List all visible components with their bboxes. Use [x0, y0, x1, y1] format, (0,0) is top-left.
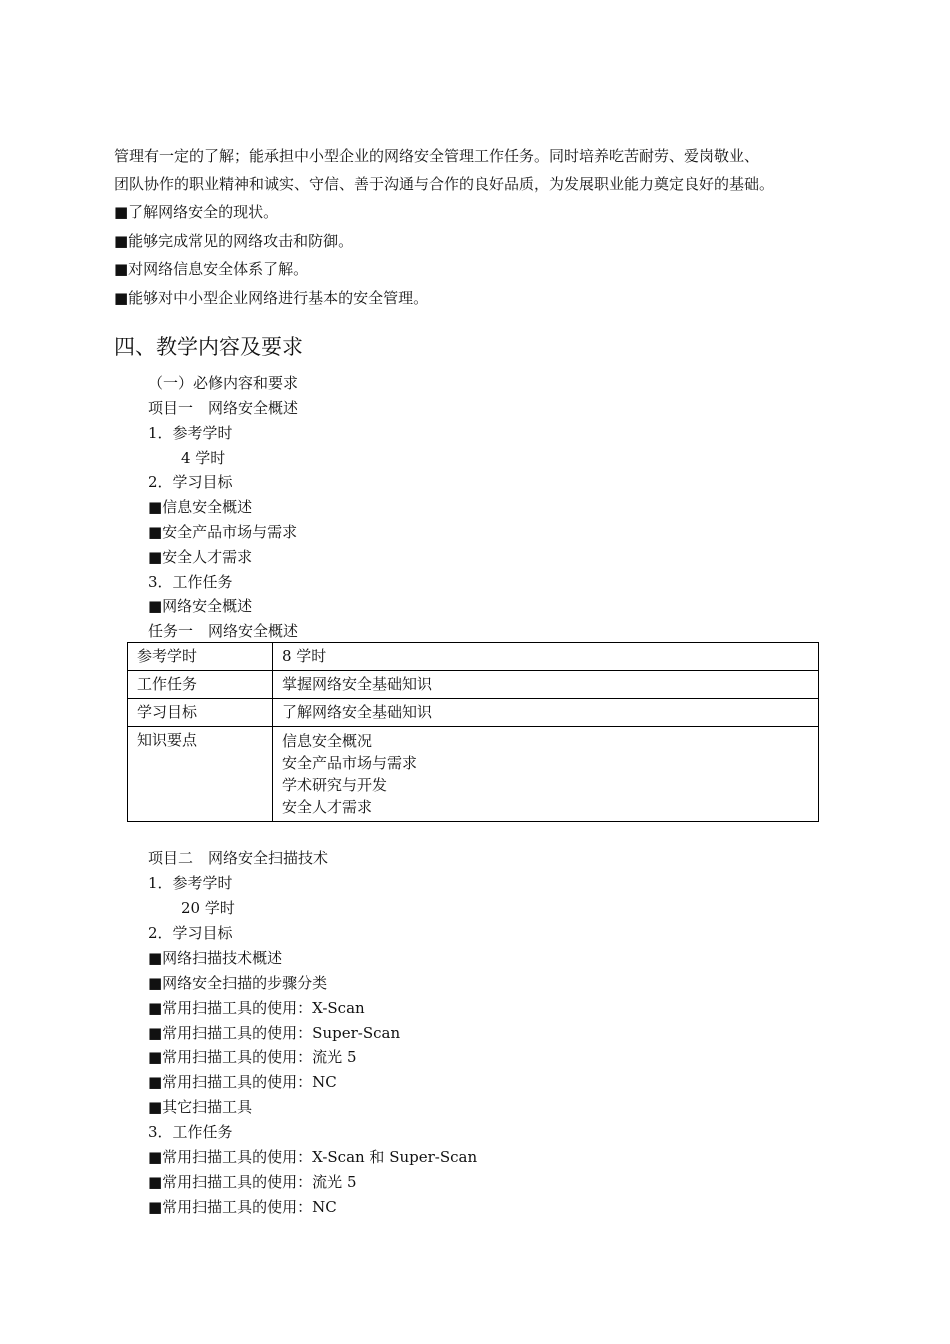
- project2-task-item: ■常用扫描工具的使用：流光 5: [148, 1173, 357, 1191]
- project2-hours-label: 1．参考学时: [148, 874, 233, 892]
- knowledge-point: 信息安全概况: [282, 732, 373, 750]
- project1-goal-item: ■安全人才需求: [148, 548, 253, 566]
- project2-goal-item: ■常用扫描工具的使用：Super-Scan: [148, 1024, 401, 1042]
- intro-bullet: ■对网络信息安全体系了解。: [114, 260, 309, 278]
- intro-bullet: ■能够对中小型企业网络进行基本的安全管理。: [114, 289, 429, 307]
- project1-task-item: ■网络安全概述: [148, 597, 253, 615]
- intro-bullet: ■了解网络安全的现状。: [114, 203, 279, 221]
- table-key-cell: 工作任务: [128, 671, 273, 699]
- project1-hours-value: 4 学时: [181, 449, 226, 467]
- table-value-cell: 8 学时: [273, 643, 819, 671]
- intro-bullet: ■能够完成常见的网络攻击和防御。: [114, 232, 354, 250]
- project2-task-item: ■常用扫描工具的使用：X-Scan 和 Super-Scan: [148, 1148, 478, 1166]
- project2-goals-label: 2．学习目标: [148, 924, 233, 942]
- project1-goal-item: ■信息安全概述: [148, 498, 253, 516]
- project2-goal-item: ■常用扫描工具的使用：X-Scan: [148, 999, 365, 1017]
- table-key-cell: 知识要点: [128, 727, 273, 822]
- project2-goal-item: ■常用扫描工具的使用：流光 5: [148, 1048, 357, 1066]
- table-row: [128, 727, 819, 822]
- project1-title: 项目一 网络安全概述: [148, 399, 299, 417]
- project1-hours-label: 1．参考学时: [148, 424, 233, 442]
- project2-task-item: ■常用扫描工具的使用：NC: [148, 1198, 337, 1216]
- knowledge-point: 安全产品市场与需求: [282, 754, 418, 772]
- table-row: [128, 671, 819, 699]
- project2-title: 项目二 网络安全扫描技术: [148, 849, 329, 867]
- project2-goal-item: ■常用扫描工具的使用：NC: [148, 1073, 337, 1091]
- table-value-cell: 了解网络安全基础知识: [273, 699, 819, 727]
- table-row: [128, 699, 819, 727]
- intro-paragraph-line: 管理有一定的了解；能承担中小型企业的网络安全管理工作任务。同时培养吃苦耐劳、爱岗敬业、: [114, 147, 760, 165]
- project2-goal-item: ■其它扫描工具: [148, 1098, 253, 1116]
- knowledge-point: 安全人才需求: [282, 798, 373, 816]
- project2-tasks-label: 3．工作任务: [148, 1123, 233, 1141]
- task1-table: [127, 642, 819, 822]
- table-row: [128, 643, 819, 671]
- table-key-cell: 参考学时: [128, 643, 273, 671]
- project2-goal-item: ■网络安全扫描的步骤分类: [148, 974, 328, 992]
- table-key-cell: 学习目标: [128, 699, 273, 727]
- task1-title: 任务一 网络安全概述: [148, 622, 299, 640]
- required-content-title: （一）必修内容和要求: [148, 374, 299, 392]
- knowledge-points-cell: [273, 727, 819, 822]
- knowledge-point: 学术研究与开发: [282, 776, 388, 794]
- project2-hours-value: 20 学时: [181, 899, 235, 917]
- table-value-cell: 掌握网络安全基础知识: [273, 671, 819, 699]
- section-heading: 四、教学内容及要求: [114, 335, 303, 359]
- project1-goal-item: ■安全产品市场与需求: [148, 523, 298, 541]
- intro-paragraph-line: 团队协作的职业精神和诚实、守信、善于沟通与合作的良好品质，为发展职业能力奠定良好的基础。: [114, 175, 775, 193]
- project2-goal-item: ■网络扫描技术概述: [148, 949, 283, 967]
- project1-goals-label: 2．学习目标: [148, 473, 233, 491]
- project1-tasks-label: 3．工作任务: [148, 573, 233, 591]
